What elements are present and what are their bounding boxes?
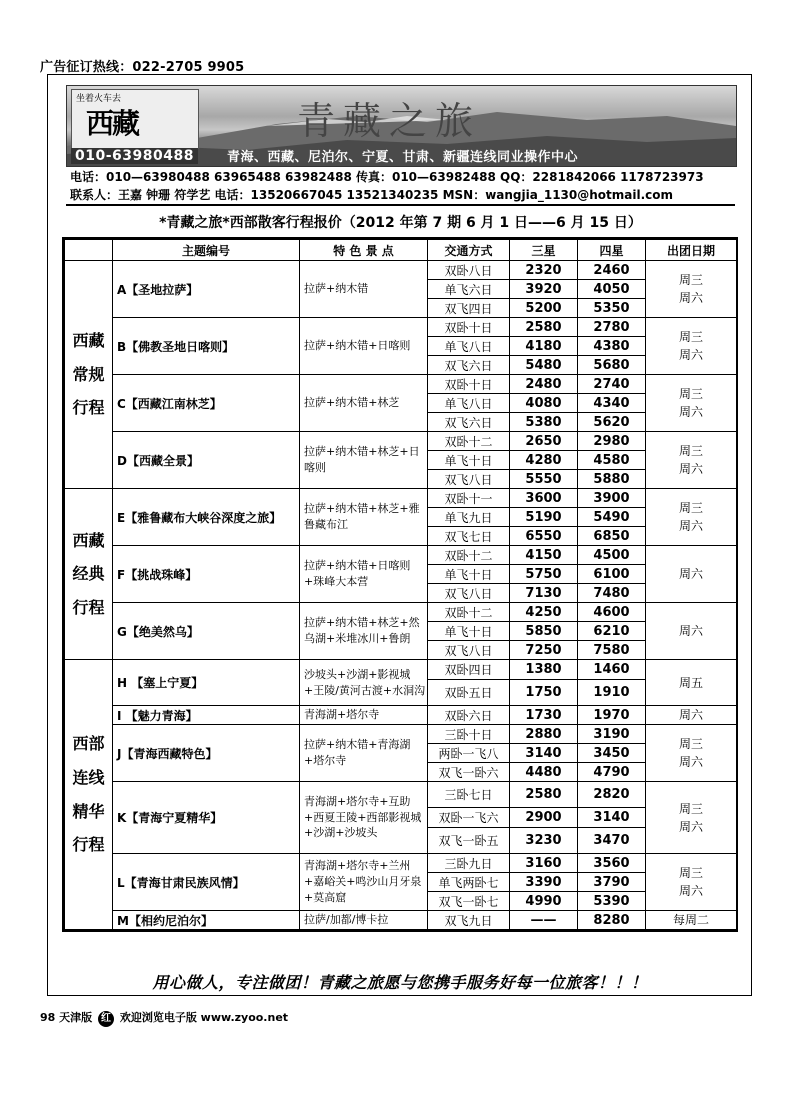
- spots-cell: 拉萨+纳木错+林芝+然乌湖+米堆冰川+鲁朗: [300, 603, 428, 660]
- transport-cell: 双卧十日: [428, 375, 510, 394]
- theme-cell: C【西藏江南林芝】: [113, 375, 300, 432]
- departure-cell: 周三 周六: [646, 432, 737, 489]
- price-4star-cell: 1970: [578, 706, 646, 725]
- table-row: [65, 375, 737, 394]
- transport-cell: 双卧十二: [428, 546, 510, 565]
- header-transport: 交通方式: [428, 240, 510, 261]
- spots-cell: 青海湖+塔尔寺+互助+西夏王陵+西部影视城+沙湖+沙坡头: [300, 782, 428, 854]
- price-table: [64, 239, 737, 930]
- table-body: [65, 261, 737, 930]
- price-4star-cell: 2780: [578, 318, 646, 337]
- price-4star-cell: 5390: [578, 892, 646, 911]
- transport-cell: 单飞十日: [428, 622, 510, 641]
- departure-cell: 每周二: [646, 911, 737, 930]
- transport-cell: 双飞九日: [428, 911, 510, 930]
- table-row: [65, 261, 737, 280]
- departure-cell: 周六: [646, 546, 737, 603]
- price-3star-cell: 2650: [510, 432, 578, 451]
- theme-cell: B【佛教圣地日喀则】: [113, 318, 300, 375]
- price-3star-cell: 3920: [510, 280, 578, 299]
- price-3star-cell: ——: [510, 911, 578, 930]
- table-row: [65, 725, 737, 744]
- price-4star-cell: 7480: [578, 584, 646, 603]
- spots-cell: 沙坡头+沙湖+影视城+王陵/黄河古渡+水洞沟: [300, 660, 428, 706]
- price-3star-cell: 1750: [510, 680, 578, 706]
- header-theme: 主题编号: [113, 240, 300, 261]
- departure-cell: 周三 周六: [646, 854, 737, 911]
- price-3star-cell: 4080: [510, 394, 578, 413]
- price-4star-cell: 5620: [578, 413, 646, 432]
- transport-cell: 单飞两卧七: [428, 873, 510, 892]
- price-4star-cell: 3900: [578, 489, 646, 508]
- price-3star-cell: 4990: [510, 892, 578, 911]
- price-4star-cell: 6850: [578, 527, 646, 546]
- price-4star-cell: 2460: [578, 261, 646, 280]
- banner-phone: 010-63980488: [71, 148, 198, 164]
- price-4star-cell: 2980: [578, 432, 646, 451]
- transport-cell: 单飞十日: [428, 451, 510, 470]
- contact-phones: 电话：010—63980488 63965488 63982488 传真：010—63982488 QQ：2281842066 1178723973: [70, 170, 704, 184]
- price-3star-cell: 4280: [510, 451, 578, 470]
- region-cell: 西藏 经典 行程: [65, 489, 113, 660]
- price-4star-cell: 5880: [578, 470, 646, 489]
- spots-cell: 拉萨+纳木错+青海湖+塔尔寺: [300, 725, 428, 782]
- footer-page: 98 天津版: [40, 1011, 93, 1024]
- price-3star-cell: 5850: [510, 622, 578, 641]
- transport-cell: 双飞七日: [428, 527, 510, 546]
- price-4star-cell: 6210: [578, 622, 646, 641]
- header-3star: 三星: [510, 240, 578, 261]
- price-3star-cell: 3600: [510, 489, 578, 508]
- spots-cell: 拉萨+纳木错+日喀则: [300, 318, 428, 375]
- transport-cell: 双卧四日: [428, 660, 510, 680]
- price-4star-cell: 3190: [578, 725, 646, 744]
- header-departure: 出团日期: [646, 240, 737, 261]
- price-3star-cell: 2900: [510, 808, 578, 828]
- price-4star-cell: 3560: [578, 854, 646, 873]
- price-3star-cell: 1380: [510, 660, 578, 680]
- spots-cell: 拉萨+纳木错+林芝: [300, 375, 428, 432]
- transport-cell: 双卧十二: [428, 603, 510, 622]
- table-row: [65, 546, 737, 565]
- price-4star-cell: 4790: [578, 763, 646, 782]
- transport-cell: 双卧八日: [428, 261, 510, 280]
- departure-cell: 周三 周六: [646, 725, 737, 782]
- transport-cell: 两卧一飞八: [428, 744, 510, 763]
- table-row: [65, 782, 737, 808]
- price-4star-cell: 3790: [578, 873, 646, 892]
- theme-cell: H 【塞上宁夏】: [113, 660, 300, 706]
- theme-cell: M【相约尼泊尔】: [113, 911, 300, 930]
- header-spots: 特 色 景 点: [300, 240, 428, 261]
- price-3star-cell: 3390: [510, 873, 578, 892]
- price-4star-cell: 2820: [578, 782, 646, 808]
- table-row: [65, 854, 737, 873]
- price-4star-cell: 6100: [578, 565, 646, 584]
- transport-cell: 三卧九日: [428, 854, 510, 873]
- price-4star-cell: 2740: [578, 375, 646, 394]
- theme-cell: I 【魅力青海】: [113, 706, 300, 725]
- transport-cell: 双卧十一: [428, 489, 510, 508]
- header-region: [65, 240, 113, 261]
- price-4star-cell: 3450: [578, 744, 646, 763]
- theme-cell: E【雅鲁藏布大峡谷深度之旅】: [113, 489, 300, 546]
- footer: [40, 1009, 288, 1027]
- transport-cell: 三卧七日: [428, 782, 510, 808]
- price-3star-cell: 7130: [510, 584, 578, 603]
- price-3star-cell: 5380: [510, 413, 578, 432]
- price-3star-cell: 1730: [510, 706, 578, 725]
- price-3star-cell: 4150: [510, 546, 578, 565]
- price-3star-cell: 6550: [510, 527, 578, 546]
- red-badge-icon: 红: [98, 1011, 114, 1027]
- transport-cell: 双飞四日: [428, 299, 510, 318]
- departure-cell: 周五: [646, 660, 737, 706]
- header-4star: 四星: [578, 240, 646, 261]
- price-3star-cell: 5750: [510, 565, 578, 584]
- price-4star-cell: 4500: [578, 546, 646, 565]
- banner-subtitle: 青海、西藏、尼泊尔、宁夏、甘肃、新疆连线同业操作中心: [227, 150, 579, 165]
- theme-cell: J【青海西藏特色】: [113, 725, 300, 782]
- table-row: [65, 603, 737, 622]
- slogan: 用心做人，专注做团！青藏之旅愿与您携手服务好每一位旅客！！！: [152, 973, 648, 992]
- spots-cell: 拉萨+纳木错+日喀则+珠峰大本营: [300, 546, 428, 603]
- price-3star-cell: 5200: [510, 299, 578, 318]
- departure-cell: 周三 周六: [646, 375, 737, 432]
- transport-cell: 单飞十日: [428, 565, 510, 584]
- spots-cell: 青海湖+塔尔寺: [300, 706, 428, 725]
- transport-cell: 双飞六日: [428, 356, 510, 375]
- theme-cell: G【绝美然乌】: [113, 603, 300, 660]
- price-4star-cell: 4600: [578, 603, 646, 622]
- banner: [66, 85, 737, 167]
- transport-cell: 双飞一卧七: [428, 892, 510, 911]
- transport-cell: 单飞六日: [428, 280, 510, 299]
- transport-cell: 双飞八日: [428, 470, 510, 489]
- price-3star-cell: 3160: [510, 854, 578, 873]
- theme-cell: L【青海甘肃民族风情】: [113, 854, 300, 911]
- transport-cell: 双卧十日: [428, 318, 510, 337]
- table-header: [65, 240, 737, 261]
- spots-cell: 拉萨+纳木错: [300, 261, 428, 318]
- price-3star-cell: 7250: [510, 641, 578, 660]
- transport-cell: 双飞六日: [428, 413, 510, 432]
- price-4star-cell: 3140: [578, 808, 646, 828]
- price-3star-cell: 3140: [510, 744, 578, 763]
- departure-cell: 周三 周六: [646, 782, 737, 854]
- theme-cell: D【西藏全景】: [113, 432, 300, 489]
- transport-cell: 双卧十二: [428, 432, 510, 451]
- price-4star-cell: 5490: [578, 508, 646, 527]
- theme-cell: K【青海宁夏精华】: [113, 782, 300, 854]
- departure-cell: 周六: [646, 603, 737, 660]
- price-4star-cell: 7580: [578, 641, 646, 660]
- transport-cell: 单飞八日: [428, 337, 510, 356]
- price-4star-cell: 5350: [578, 299, 646, 318]
- theme-cell: A【圣地拉萨】: [113, 261, 300, 318]
- table-row: [65, 318, 737, 337]
- price-3star-cell: 5550: [510, 470, 578, 489]
- price-3star-cell: 3230: [510, 828, 578, 854]
- ad-hotline: 广告征订热线：022-2705 9905: [40, 60, 245, 75]
- spots-cell: 拉萨+纳木错+林芝+雅鲁藏布江: [300, 489, 428, 546]
- price-4star-cell: 5680: [578, 356, 646, 375]
- price-3star-cell: 2320: [510, 261, 578, 280]
- divider: [66, 204, 735, 206]
- price-table-wrap: [62, 237, 738, 932]
- transport-cell: 双飞八日: [428, 641, 510, 660]
- table-row: [65, 660, 737, 680]
- table-row: [65, 432, 737, 451]
- transport-cell: 双飞八日: [428, 584, 510, 603]
- price-3star-cell: 2580: [510, 318, 578, 337]
- price-4star-cell: 1460: [578, 660, 646, 680]
- table-row: [65, 489, 737, 508]
- transport-cell: 单飞九日: [428, 508, 510, 527]
- spots-cell: 青海湖+塔尔寺+兰州+嘉峪关+鸣沙山月牙泉+莫高窟: [300, 854, 428, 911]
- price-3star-cell: 4250: [510, 603, 578, 622]
- price-3star-cell: 5480: [510, 356, 578, 375]
- region-cell: 西部 连线 精华 行程: [65, 660, 113, 930]
- logo: [71, 89, 199, 149]
- region-cell: 西藏 常规 行程: [65, 261, 113, 489]
- price-3star-cell: 2580: [510, 782, 578, 808]
- footer-text: 欢迎浏览电子版 www.zyoo.net: [119, 1011, 289, 1024]
- transport-cell: 双卧五日: [428, 680, 510, 706]
- price-4star-cell: 4340: [578, 394, 646, 413]
- price-4star-cell: 1910: [578, 680, 646, 706]
- price-4star-cell: 4580: [578, 451, 646, 470]
- transport-cell: 双卧一飞六: [428, 808, 510, 828]
- table-row: [65, 706, 737, 725]
- price-4star-cell: 4380: [578, 337, 646, 356]
- transport-cell: 双飞一卧五: [428, 828, 510, 854]
- departure-cell: 周三 周六: [646, 261, 737, 318]
- spots-cell: 拉萨/加都/博卡拉: [300, 911, 428, 930]
- transport-cell: 双飞一卧六: [428, 763, 510, 782]
- price-4star-cell: 3470: [578, 828, 646, 854]
- spots-cell: 拉萨+纳木错+林芝+日喀则: [300, 432, 428, 489]
- logo-top-text: 坐着火车去: [76, 94, 122, 104]
- table-row: [65, 911, 737, 930]
- transport-cell: 单飞八日: [428, 394, 510, 413]
- contact-persons: 联系人：王嘉 钟珊 符学艺 电话：13520667045 13521340235 MSN：wangjia_1130@hotmail.com: [70, 188, 674, 202]
- price-4star-cell: 8280: [578, 911, 646, 930]
- transport-cell: 双卧六日: [428, 706, 510, 725]
- price-3star-cell: 2880: [510, 725, 578, 744]
- logo-main-text: 西藏: [86, 107, 139, 140]
- page-title: *青藏之旅*西部散客行程报价（2012 年第 7 期 6 月 1 日——6 月 15 日）: [159, 215, 642, 231]
- departure-cell: 周三 周六: [646, 318, 737, 375]
- theme-cell: F【挑战珠峰】: [113, 546, 300, 603]
- price-4star-cell: 4050: [578, 280, 646, 299]
- price-3star-cell: 5190: [510, 508, 578, 527]
- transport-cell: 三卧十日: [428, 725, 510, 744]
- price-3star-cell: 4180: [510, 337, 578, 356]
- banner-title: 青藏之旅: [297, 99, 482, 143]
- price-3star-cell: 4480: [510, 763, 578, 782]
- departure-cell: 周六: [646, 706, 737, 725]
- departure-cell: 周三 周六: [646, 489, 737, 546]
- price-3star-cell: 2480: [510, 375, 578, 394]
